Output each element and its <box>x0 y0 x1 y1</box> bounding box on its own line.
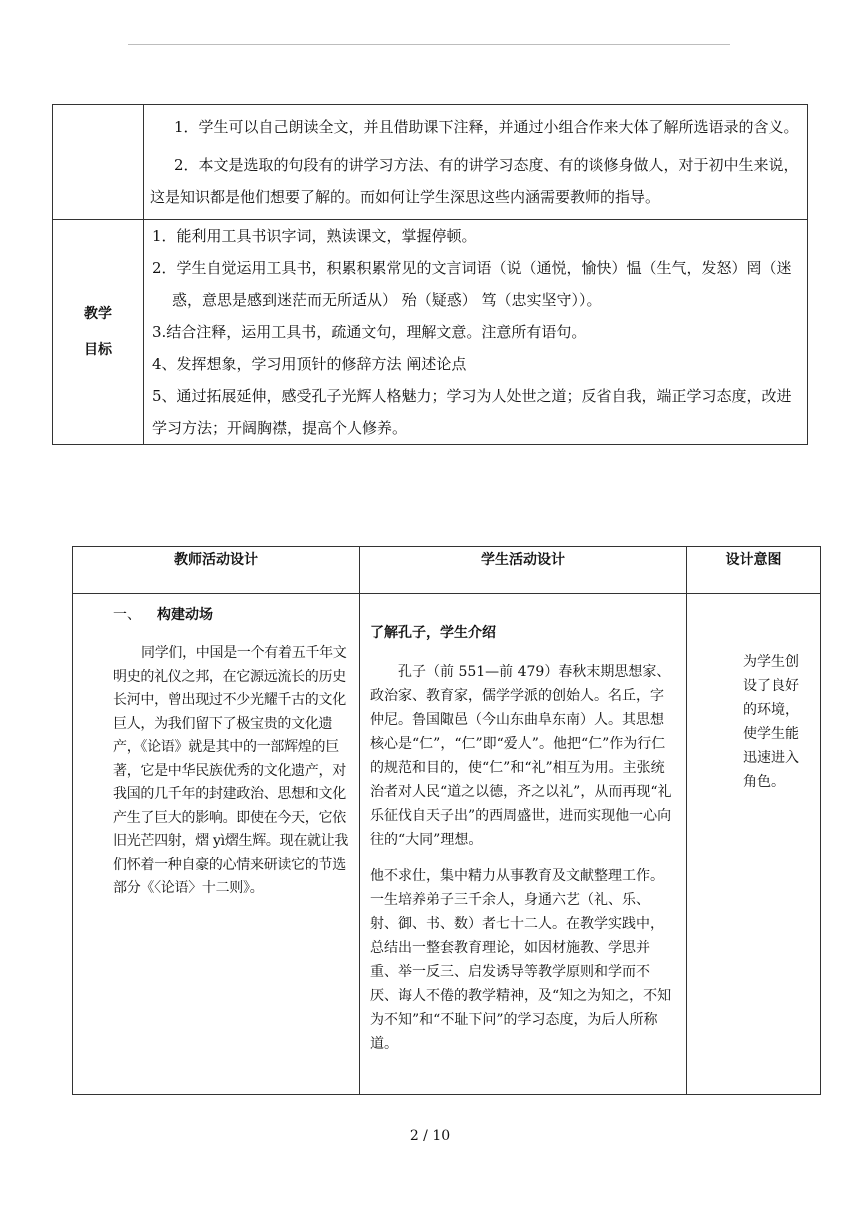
analysis-cell <box>144 105 808 220</box>
page-number: 2 / 10 <box>409 1128 451 1144</box>
objectives-table <box>52 104 808 445</box>
goal-item-2: 2．学生自觉运用工具书，积累积累常见的文言词语（说（通悦，愉快）愠（生气，发怒）罔（迷惑，意思是感到迷茫而无所适从） 殆（疑惑） 笃（忠实坚守））。 <box>152 259 792 309</box>
goals-cell <box>144 220 808 445</box>
section-number: 一、 <box>113 607 141 623</box>
goal-item-4: 4、发挥想象，学习用顶针的修辞方法 阐述论点 <box>152 355 467 373</box>
header-student-activity: 学生活动设计 <box>360 547 687 594</box>
goals-row <box>53 220 808 445</box>
goals-label-line1: 教学 <box>84 306 112 322</box>
goal-item-1: 1．能利用工具书识字词，熟读课文，掌握停顿。 <box>152 227 477 245</box>
goal-item-3: 3.结合注释，运用工具书，疏通文句，理解文意。注意所有语句。 <box>152 323 587 341</box>
design-intent-cell: 为学生创设了良好的环境，使学生能迅速进入角色。 <box>687 594 821 1095</box>
header-rule <box>128 44 730 45</box>
section-title: 构建动场 <box>157 607 213 623</box>
goal-item-5: 5、通过拓展延伸，感受孔子光辉人格魅力；学习为人处世之道；反省自我，端正学习态度，改进学习方法；开阔胸襟，提高个人修养。 <box>152 387 792 437</box>
analysis-row <box>53 105 808 220</box>
confucius-bio-paragraph-2: 他不求仕，集中精力从事教育及文献整理工作。一生培养弟子三千余人，身通六艺（礼、乐、射、御、书、数）者七十二人。在教学实践中，总结出一整套教育理论，如因材施教、学思并重、举一反三、启发诱导等教学原则和学而不厌、诲人不倦的教学精神，及“知之为知之，不知为不知”和“不耻下问”的学习态度，为后人所称道。 <box>370 868 672 1052</box>
student-activity-cell <box>360 594 687 1095</box>
teacher-section-heading <box>113 604 351 624</box>
header-design-intent: 设计意图 <box>687 547 821 594</box>
teacher-intro-text: 同学们，中国是一个有着五千年文明史的礼仪之邦，在它源远流长的历史长河中，曾出现过不少光耀千古的文化巨人，为我们留下了极宝贵的文化遗产，《论语》就是其中的一部辉煌的巨著，它是中华民族优秀的文化遗产，对我国的几千年的封建政治、思想和文化产生了巨大的影响。即使在今天，它依旧光芒四射，熠 yì熠生辉。现在就让我们怀着一种自豪的心情来研读它的节选部分《〈论语〉十二则》。 <box>113 645 349 896</box>
goals-label-line2: 目标 <box>84 342 112 358</box>
teacher-activity-cell <box>73 594 360 1095</box>
analysis-paragraph-2: 2．本文是选取的句段有的讲学习方法、有的讲学习态度、有的谈修身做人，对于初中生来说，这是知识都是他们想要了解的。而如何让学生深思这些内涵需要教师的指导。 <box>150 156 799 206</box>
row-label-empty <box>53 105 144 220</box>
activity-header-row <box>73 547 821 594</box>
confucius-bio-paragraph-1: 孔子（前 551—前 479）春秋末期思想家、政治家、教育家，儒学学派的创始人。名丘，字仲尼。鲁国陬邑（今山东曲阜东南）人。其思想核心是“仁”，“仁”即“爱人”。他把“仁”作为行仁的规范和目的，使“仁”和“礼”相互为用。主张统治者对人民“道之以德，齐之以礼”，从而再现“礼乐征伐自天子出”的西周盛世，进而实现他一心向往的“大同”理想。 <box>370 664 672 848</box>
activity-row <box>73 594 821 1095</box>
goals-label <box>53 220 144 445</box>
header-teacher-activity: 教师活动设计 <box>73 547 360 594</box>
analysis-paragraph-1: 1．学生可以自己朗读全文，并且借助课下注释，并通过小组合作来大体了解所选语录的含义。 <box>174 118 799 136</box>
activity-table <box>72 546 821 1095</box>
student-activity-title: 了解孔子，学生介绍 <box>370 625 496 641</box>
